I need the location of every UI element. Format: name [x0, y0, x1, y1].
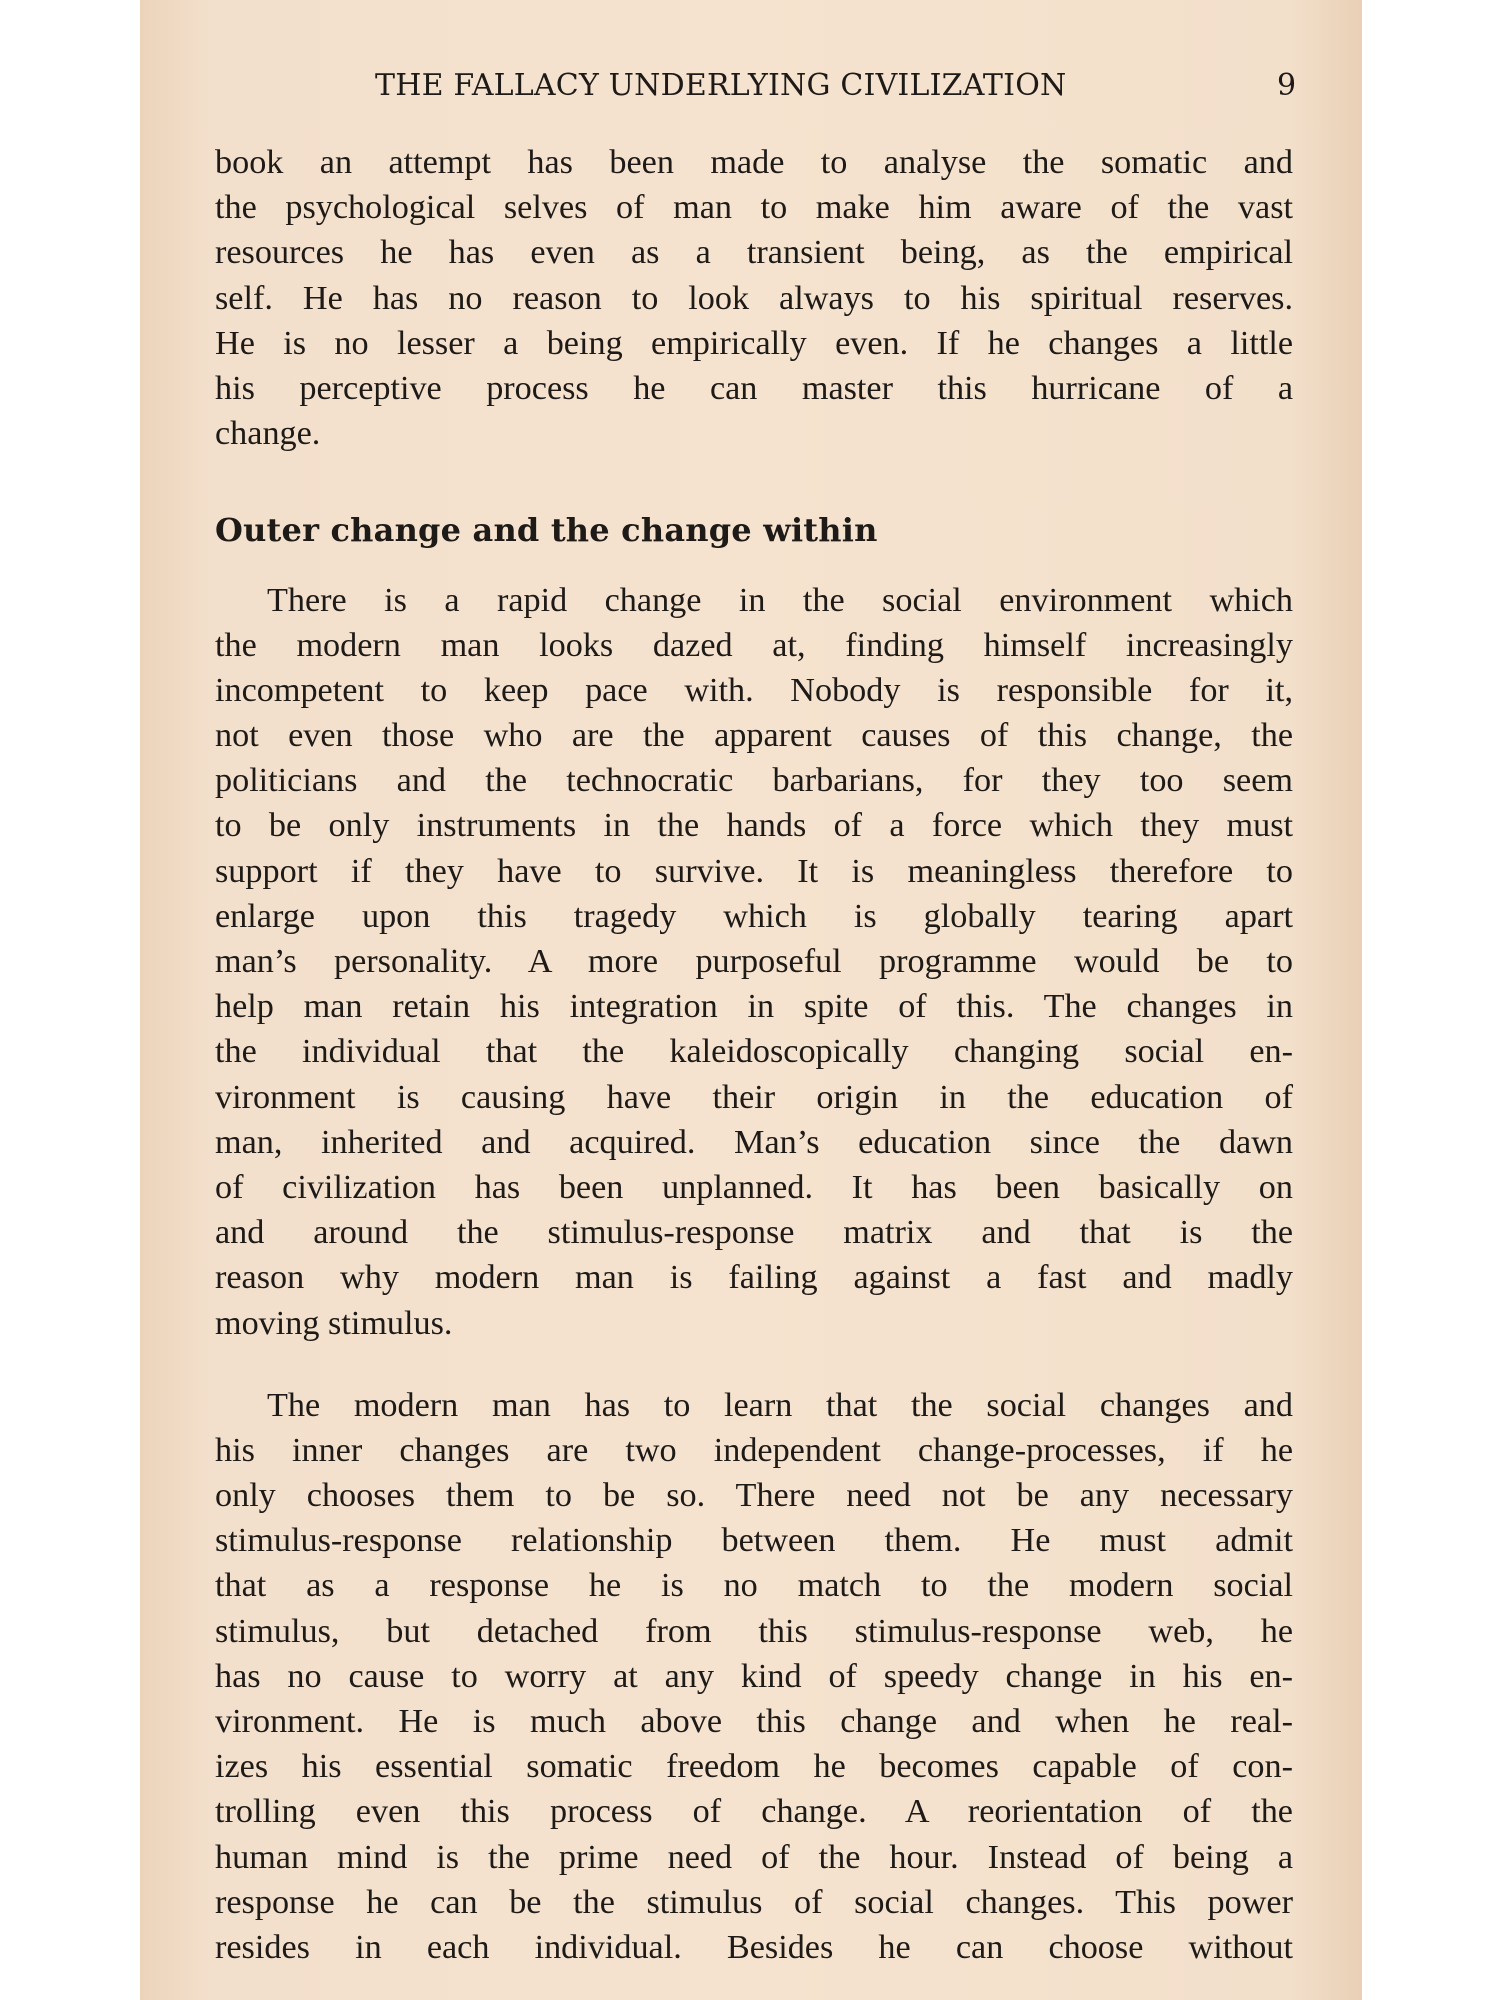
paragraph-3: [215, 1383, 1293, 1970]
text-line: only chooses them to be so. There need not be any necessary: [215, 1477, 1293, 1515]
text-line: not even those who are the apparent causes of this change, the: [215, 717, 1293, 755]
section-heading: Outer change and the change within: [215, 511, 878, 550]
book-page: [140, 0, 1362, 2000]
text-line: that as a response he is no match to the modern social: [215, 1567, 1293, 1605]
text-line: There is a rapid change in the social environment which: [267, 581, 1293, 619]
running-title: THE FALLACY UNDERLYING CIVILIZATION: [375, 68, 1067, 103]
text-line: his perceptive process he can master this hurricane of a: [215, 369, 1293, 407]
text-line: izes his essential somatic freedom he becomes capable of con-: [215, 1748, 1293, 1786]
text-line: resources he has even as a transient being, as the empirical: [215, 234, 1293, 272]
text-line: stimulus-response relationship between them. He must admit: [215, 1522, 1293, 1560]
page-number: 9: [1277, 68, 1297, 103]
text-line: the psychological selves of man to make him aware of the vast: [215, 189, 1293, 227]
text-line: trolling even this process of change. A reorientation of the: [215, 1793, 1293, 1831]
text-line: politicians and the technocratic barbarians, for they too seem: [215, 762, 1293, 800]
text-line: man, inherited and acquired. Man’s education since the dawn: [215, 1123, 1293, 1161]
body-text: [215, 140, 1293, 1970]
text-line: reason why modern man is failing against a fast and madly: [215, 1259, 1293, 1297]
text-line: The modern man has to learn that the social changes and: [267, 1386, 1293, 1424]
text-line: has no cause to worry at any kind of speedy change in his en-: [215, 1657, 1293, 1695]
running-header: [140, 68, 1362, 112]
paragraph-1: [215, 140, 1293, 456]
text-line: stimulus, but detached from this stimulus-response web, he: [215, 1612, 1293, 1650]
text-line: He is no lesser a being empirically even. If he changes a little: [215, 324, 1293, 362]
text-line: response he can be the stimulus of social changes. This power: [215, 1883, 1293, 1921]
text-line: incompetent to keep pace with. Nobody is responsible for it,: [215, 671, 1293, 709]
text-line: vironment is causing have their origin in the education of: [215, 1078, 1293, 1116]
text-line: self. He has no reason to look always to his spiritual reserves.: [215, 279, 1293, 317]
text-line: resides in each individual. Besides he can choose without: [215, 1928, 1293, 1966]
text-line: help man retain his integration in spite of this. The changes in: [215, 988, 1293, 1026]
text-line: man’s personality. A more purposeful programme would be to: [215, 943, 1293, 981]
text-line: vironment. He is much above this change and when he real-: [215, 1703, 1293, 1741]
text-line: book an attempt has been made to analyse the somatic and: [215, 144, 1293, 181]
text-line: and around the stimulus-response matrix and that is the: [215, 1214, 1293, 1252]
text-line: moving stimulus.: [215, 1304, 453, 1342]
text-line: of civilization has been unplanned. It has been basically on: [215, 1168, 1293, 1206]
text-line: the individual that the kaleidoscopically changing social en-: [215, 1033, 1293, 1071]
text-line: support if they have to survive. It is meaningless therefore to: [215, 852, 1293, 890]
text-line: change.: [215, 415, 321, 453]
text-line: his inner changes are two independent change-processes, if he: [215, 1431, 1293, 1469]
text-line: the modern man looks dazed at, finding himself increasingly: [215, 626, 1293, 664]
paragraph-2: [215, 578, 1293, 1346]
text-line: to be only instruments in the hands of a force which they must: [215, 807, 1293, 845]
text-line: enlarge upon this tragedy which is globally tearing apart: [215, 897, 1293, 935]
text-line: human mind is the prime need of the hour. Instead of being a: [215, 1838, 1293, 1876]
